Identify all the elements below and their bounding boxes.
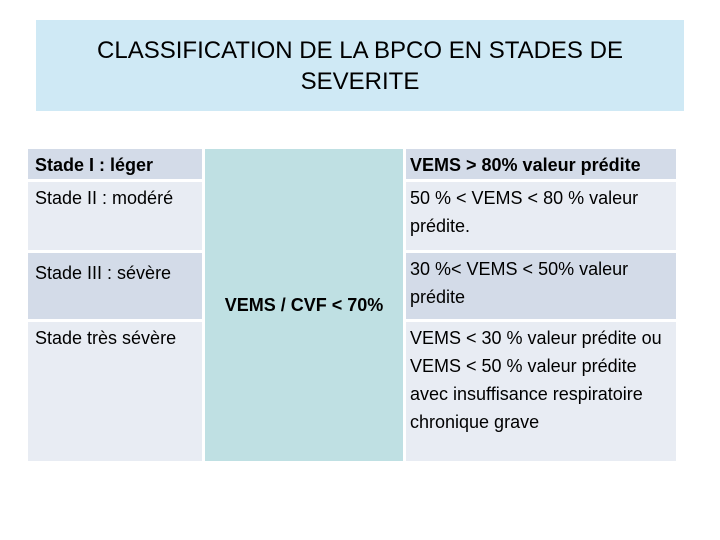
severity-table [28, 149, 676, 461]
stage-cell-4 [28, 322, 202, 461]
stage-label: Stade très sévère [35, 328, 177, 348]
criteria-cell-2 [406, 182, 676, 250]
slide-title [36, 20, 684, 111]
stage-label: Stade III : sévère [35, 263, 172, 283]
ratio-cell [205, 149, 403, 461]
criteria-label: 30 %< VEMS < 50% valeur prédite [410, 259, 629, 307]
stage-label: Stade I : léger [35, 155, 154, 175]
criteria-cell-4 [406, 322, 676, 461]
ratio-label: VEMS / CVF < 70% [224, 295, 384, 315]
title-line-1: CLASSIFICATION DE LA BPCO EN STADES DE [97, 36, 623, 64]
criteria-label: VEMS < 30 % valeur prédite ou VEMS < 50 % valeur prédite avec insuffisance respiratoire chronique grave [410, 328, 662, 432]
title-line-2: SEVERITE [300, 67, 420, 95]
stage-cell-3 [28, 253, 202, 319]
criteria-label: 50 % < VEMS < 80 % valeur prédite. [410, 188, 639, 236]
stage-cell-1 [28, 149, 202, 179]
criteria-cell-1 [406, 149, 676, 179]
criteria-cell-3 [406, 253, 676, 319]
criteria-label: VEMS > 80% valeur prédite [410, 155, 641, 175]
stage-cell-2 [28, 182, 202, 250]
stage-label: Stade II : modéré [35, 188, 174, 208]
